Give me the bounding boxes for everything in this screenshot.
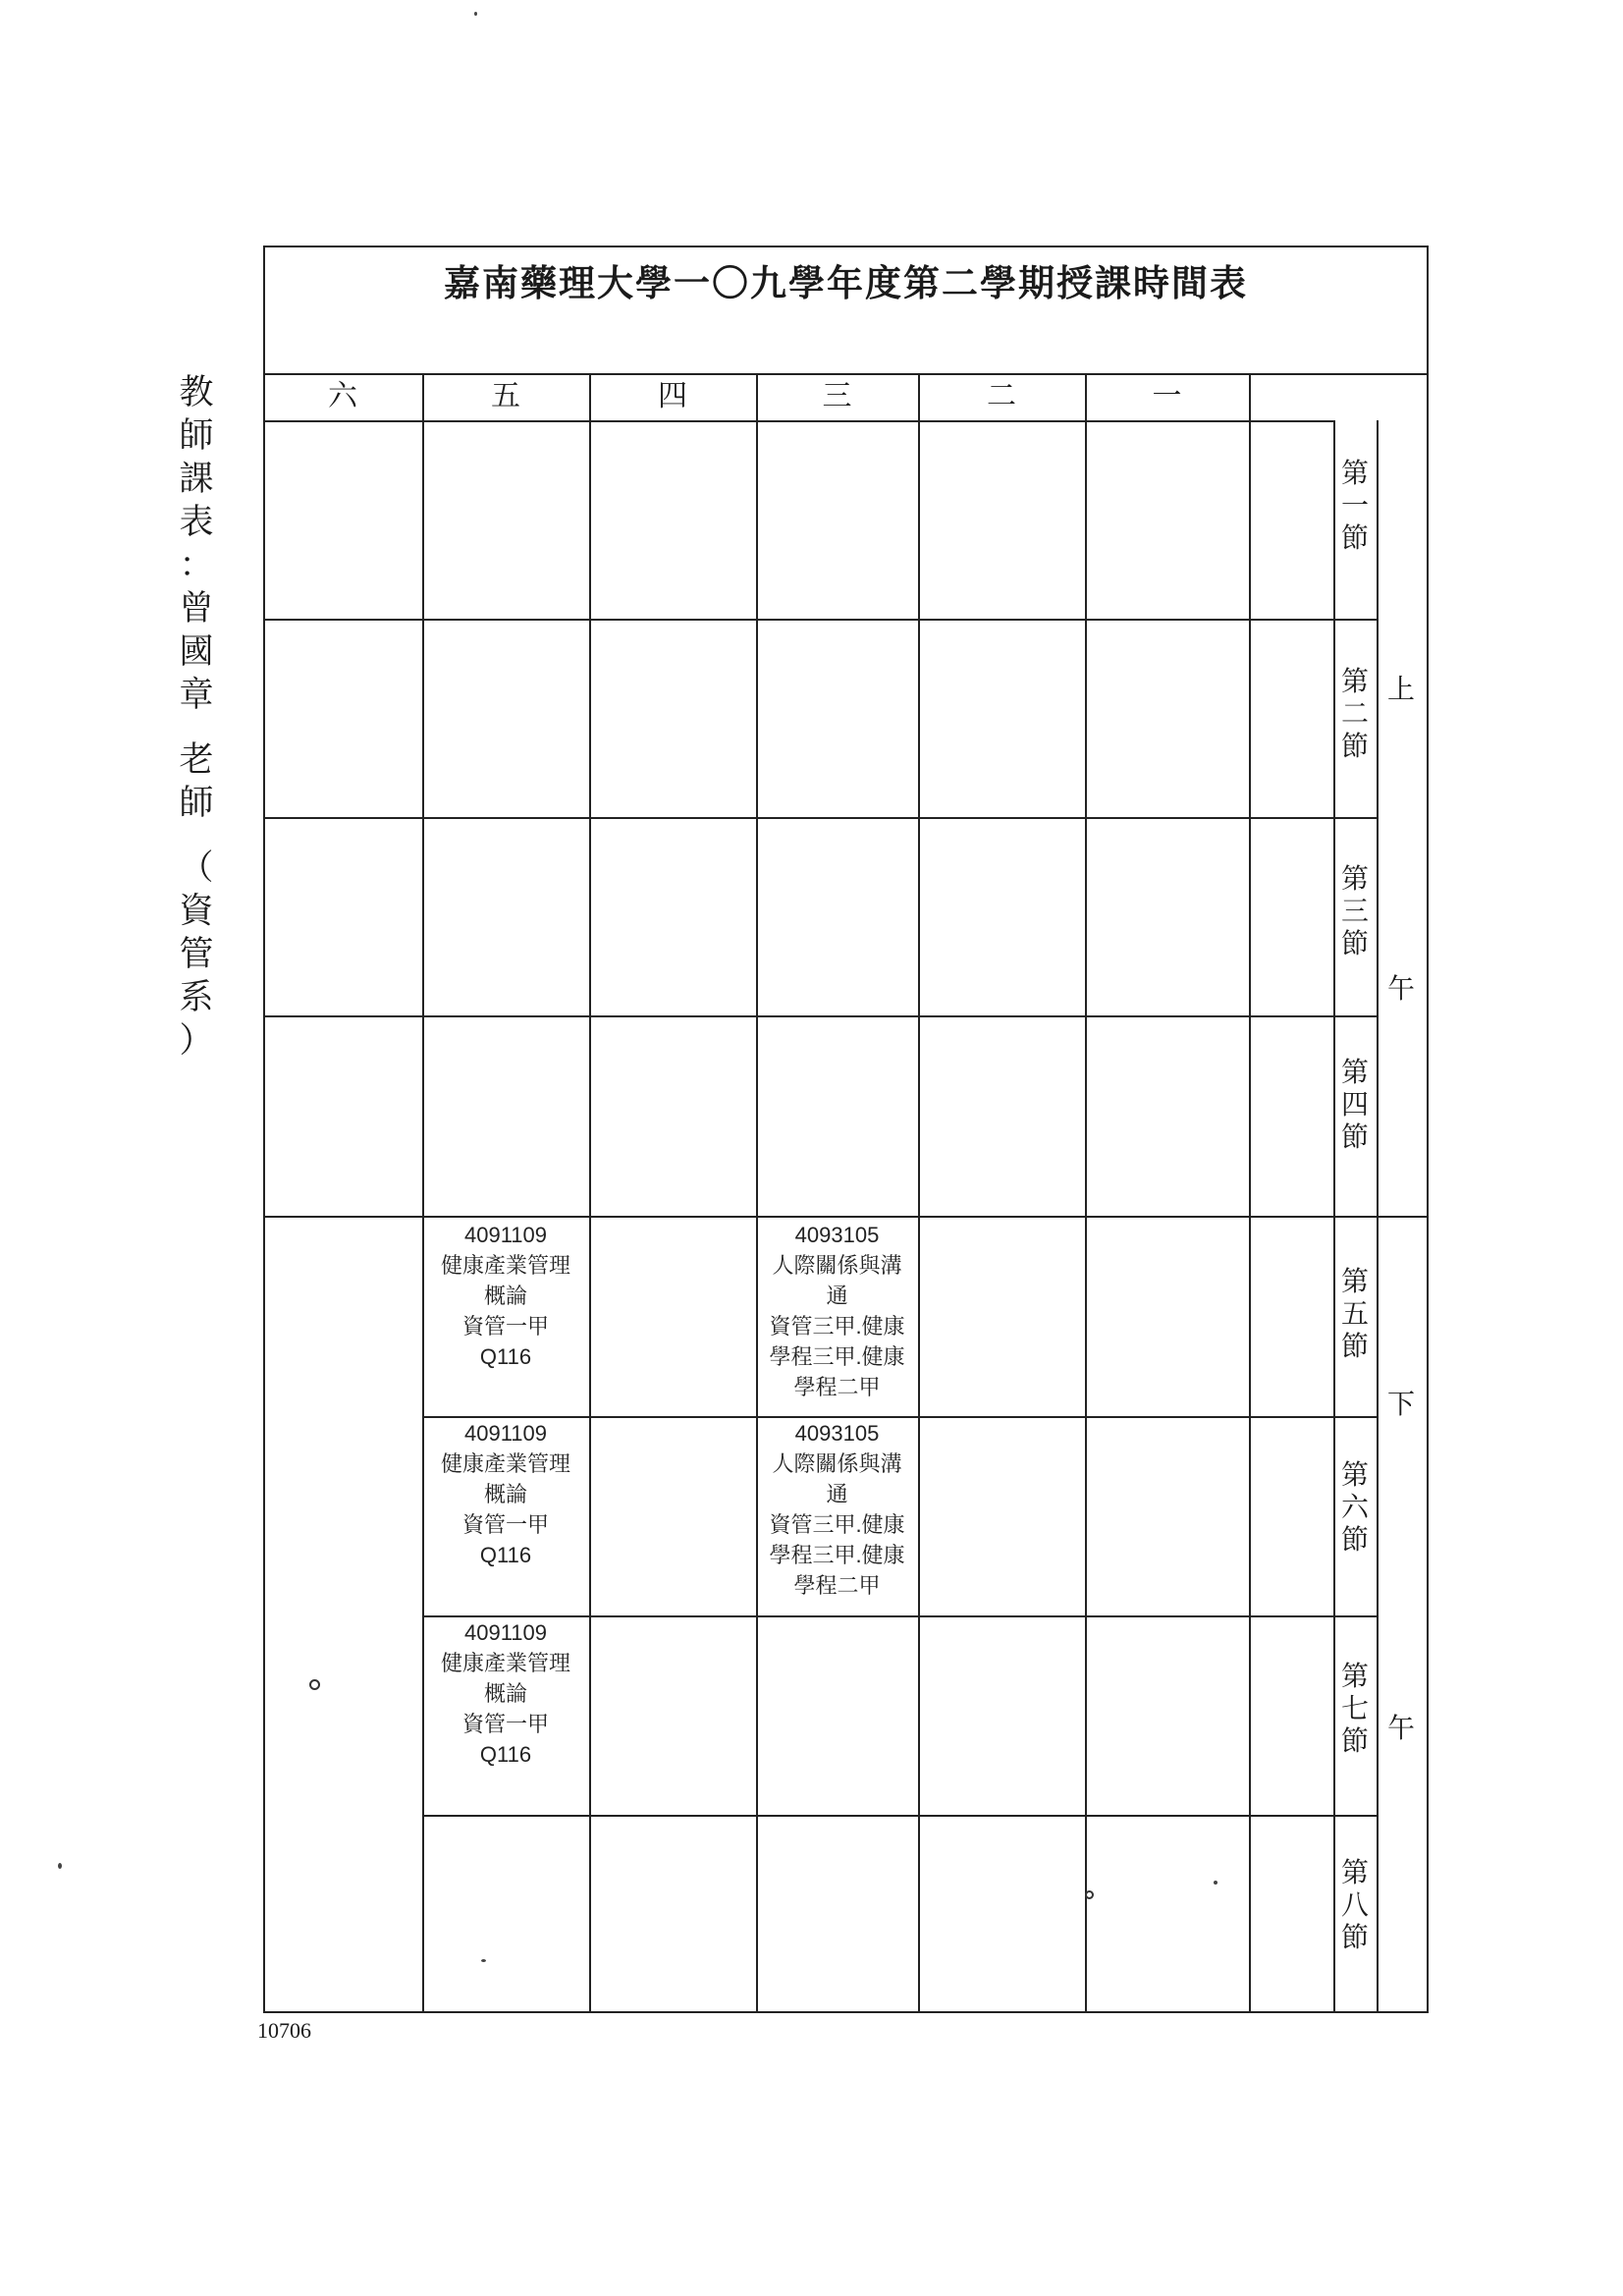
course-code: 4091109 [463,1620,547,1645]
period-char: 節 [1340,1523,1369,1556]
course-class: 資管一甲 [461,1712,549,1736]
course-code: 4091109 [463,1421,547,1446]
course-class: 資管三甲.健康 [769,1314,905,1339]
period-char: 節 [1340,1330,1369,1362]
side-char: 老 [179,740,214,780]
period-rule [1333,1416,1377,1418]
side-char: ） [179,1021,214,1061]
period-char: 節 [1340,730,1369,762]
course-room: Q116 [479,1742,532,1767]
side-char: （ [179,848,214,888]
period-rule [1333,1015,1377,1017]
noon-rule [263,1216,1429,1218]
course-code: 4093105 [794,1421,880,1446]
period-char: 節 [1340,1121,1369,1153]
side-char: 資 [179,892,214,931]
period-char: 第 [1340,1265,1369,1297]
course-name: 通 [826,1482,848,1506]
course-name: 通 [826,1284,848,1308]
period-char: 節 [1340,1921,1369,1953]
afternoon-label-bottom: 午 [1386,1712,1415,1744]
period-rule [1333,1815,1377,1817]
side-char: 系 [179,978,214,1017]
side-char: 課 [179,460,214,499]
course-code: 4093105 [794,1223,880,1247]
scan-speck [481,1959,486,1962]
scan-speck [309,1679,320,1690]
course-room: Q116 [479,1344,532,1369]
course-class: 學程二甲 [793,1573,881,1598]
side-char: 管 [179,935,214,974]
col-rule [1377,420,1379,2013]
period-char: 五 [1340,1297,1369,1330]
period-8-label [1333,1856,1377,1953]
period-6-label [1333,1458,1377,1556]
course-cell-fri-p7[interactable] [422,1617,589,1770]
side-char: 師 [179,416,214,456]
morning-label-bottom: 午 [1386,972,1415,1005]
day-header-sat: 六 [328,379,357,413]
period-char: 第 [1340,665,1369,697]
course-cell-fri-p6[interactable] [422,1418,589,1570]
period-4-label [1333,1056,1377,1153]
period-char: 節 [1340,1724,1369,1757]
course-class: 資管三甲.健康 [769,1512,905,1537]
course-class: 學程二甲 [793,1375,881,1399]
scan-speck [58,1863,62,1869]
course-room: Q116 [479,1543,532,1567]
day-header-fri: 五 [491,379,520,413]
course-class: 學程三甲.健康 [769,1344,905,1369]
period-rule [1333,817,1377,819]
page-title: 嘉南藥理大學一〇九學年度第二學期授課時間表 [444,261,1248,304]
period-char: 第 [1340,457,1369,489]
teacher-label [167,371,226,1063]
scan-speck [1085,1890,1094,1899]
course-cell-wed-p5[interactable] [756,1220,918,1402]
period-char: 二 [1340,697,1369,730]
period-char: 節 [1340,927,1369,959]
course-name: 人際關係與溝 [772,1253,902,1278]
course-class: 學程三甲.健康 [769,1543,905,1567]
period-char: 七 [1340,1692,1369,1724]
period-5-label [1333,1265,1377,1362]
morning-label-top: 上 [1386,673,1415,705]
period-rule [1333,619,1377,621]
side-char: ： [179,546,214,585]
course-cell-fri-p5[interactable] [422,1220,589,1372]
course-cell-wed-p6[interactable] [756,1418,918,1601]
col-rule [756,373,758,2013]
period-char: 八 [1340,1888,1369,1921]
period-2-label [1333,665,1377,762]
side-char: 章 [179,676,214,715]
period-char: 三 [1340,895,1369,927]
scan-speck [1214,1881,1217,1885]
course-class: 資管一甲 [461,1314,549,1339]
side-char: 表 [179,503,214,542]
scan-speck [474,12,477,16]
period-char: 四 [1340,1088,1369,1121]
row-rule [422,1815,1333,1817]
day-header-thu: 四 [658,379,687,413]
period-1-label [1333,457,1377,554]
period-char: 第 [1340,1056,1369,1088]
period-char: 第 [1340,1660,1369,1692]
day-header-wed: 三 [822,379,852,413]
course-name: 健康產業管理 [440,1651,570,1675]
period-char: 第 [1340,862,1369,895]
course-name: 健康產業管理 [440,1451,570,1476]
course-code: 4091109 [463,1223,547,1247]
day-header-tue: 二 [987,379,1016,413]
side-char: 曾 [179,589,214,629]
course-class: 資管一甲 [461,1512,549,1537]
period-char: 第 [1340,1458,1369,1491]
period-3-label [1333,862,1377,959]
period-char: 六 [1340,1491,1369,1523]
period-char: 第 [1340,1856,1369,1888]
course-name: 概論 [483,1284,527,1308]
side-char: 教 [179,373,214,412]
period-7-label [1333,1660,1377,1757]
form-code: 10706 [257,2018,311,2043]
col-rule [1249,373,1251,2013]
afternoon-label-top: 下 [1386,1388,1415,1420]
col-rule [589,373,591,2013]
side-char: 師 [179,784,214,823]
col-rule [918,373,920,2013]
course-name: 概論 [483,1681,527,1706]
day-header-mon: 一 [1152,379,1182,413]
course-name: 健康產業管理 [440,1253,570,1278]
course-name: 人際關係與溝 [772,1451,902,1476]
period-rule [1333,1615,1377,1617]
course-name: 概論 [483,1482,527,1506]
side-char: 國 [179,632,214,672]
col-rule [1085,373,1087,2013]
period-char: 節 [1340,521,1369,554]
period-char: 一 [1340,489,1369,521]
col-rule [1333,420,1335,2013]
header-top-rule [263,373,1429,375]
